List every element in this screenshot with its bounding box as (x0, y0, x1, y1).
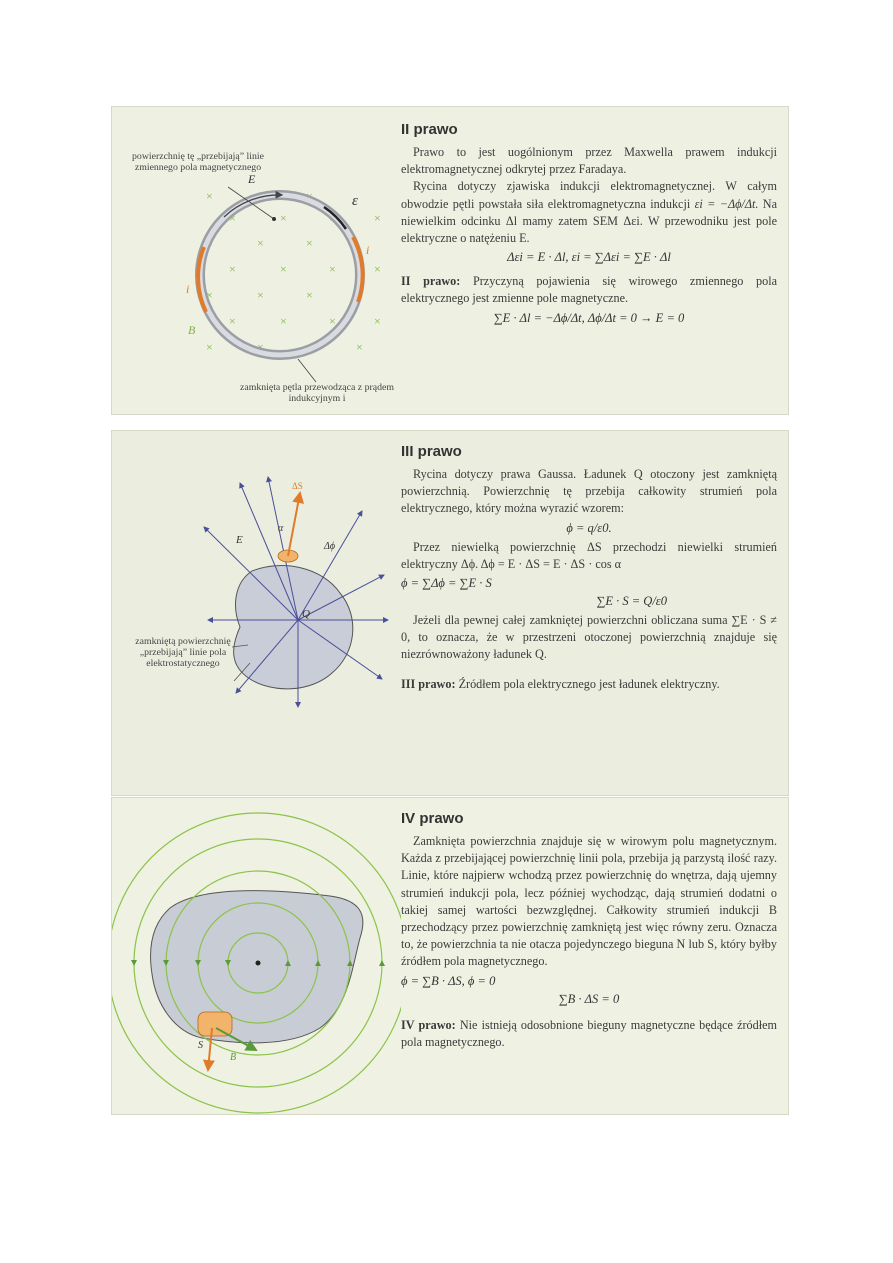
label-alpha: α (278, 523, 284, 534)
magnetic-figure (112, 798, 401, 1116)
cross-mark: × (374, 314, 381, 328)
cross-mark: × (206, 340, 213, 354)
heading: III prawo (401, 443, 462, 460)
cross-mark: × (374, 262, 381, 276)
cross-mark: × (280, 314, 287, 328)
cross-mark: × (257, 340, 264, 354)
equation: ∑B · ΔS = 0 (558, 991, 620, 1006)
text-column (401, 443, 777, 693)
cross-mark: × (306, 340, 313, 354)
paragraph: Prawo to jest uogólnionym przez Maxwella prawem indukcji elektromagnetycznej odkrytej przez Faradaya. (401, 145, 777, 177)
cross-mark: × (374, 211, 381, 225)
closed-surface (234, 566, 353, 689)
cross-mark: × (206, 189, 213, 203)
label-charge: Q (302, 608, 310, 620)
cross-mark: × (306, 189, 313, 203)
paragraph: Rycina dotyczy prawa Gaussa. Ładunek Q otoczony jest zamkniętą powierzchnią. Powierzchnię tę przebija całkowity strumień pola elektrycznego, który można wyrazić wzorem: (401, 467, 777, 516)
equation: ∑E · S = Q/ε0 (596, 594, 667, 609)
text-column (401, 121, 777, 329)
caption-bottom: zamknięta pętla przewodząca z prądem indukcyjnym i (240, 382, 394, 404)
equation: ϕ = ∑Δϕ = ∑E · S (401, 576, 492, 591)
panel-second-law (111, 106, 789, 415)
cross-mark: × (257, 236, 264, 250)
paragraph: Przez niewielką powierzchnię ΔS przechodzi niewielki strumień elektryczny Δϕ. Δϕ = E · ΔS = E · ΔS · cos α (401, 539, 777, 571)
equation: ϕ = ∑B · ΔS, ϕ = 0 (401, 973, 496, 988)
label-current-left: i (186, 282, 190, 296)
label-s: S (198, 1040, 203, 1051)
cross-mark: × (306, 288, 313, 302)
equation: ∑E · Δl = −Δϕ/Δt, Δϕ/Δt = 0 → E = 0 (493, 310, 685, 325)
inline-equation: εi = −Δϕ/Δt. (694, 196, 759, 211)
panel-fourth-law (111, 797, 789, 1115)
law-text: Nie istnieją odosobnione bieguny magnetyczne będące źródłem pola magnetycznego. (401, 1017, 778, 1049)
equation: ϕ = q/ε0. (566, 520, 612, 535)
label-ds: ΔS (292, 481, 303, 491)
cross-mark: × (206, 236, 213, 250)
cross-mark: × (206, 288, 213, 302)
panel-third-law (111, 430, 789, 796)
center-point (256, 961, 261, 966)
heading: IV prawo (401, 810, 464, 827)
law-label: III prawo: (401, 676, 456, 691)
equation: Δεi = E · Δl, εi = ∑Δεi = ∑E · Δl (507, 250, 671, 265)
paragraph (401, 178, 777, 247)
law-text: Przyczyną pojawienia się wirowego zmiennego pola elektrycznego jest zmienne pole magnetyczne. (401, 274, 778, 306)
label-dphi: Δϕ (324, 541, 336, 552)
label-b: B (188, 323, 196, 337)
cross-mark: × (329, 211, 336, 225)
label-e: E (236, 534, 243, 546)
text-column (401, 810, 777, 1051)
label-emf: ε (352, 193, 358, 209)
cross-mark: × (229, 262, 236, 276)
cross-mark: × (280, 211, 287, 225)
law-label: II prawo: (401, 274, 461, 289)
label-b: B (230, 1052, 237, 1063)
closed-surface (151, 891, 363, 1043)
ds-vector (288, 493, 300, 556)
cross-mark: × (229, 314, 236, 328)
cross-mark: × (257, 189, 264, 203)
surface-element (198, 1012, 232, 1036)
text: Rycina dotyczy zjawiska indukcji elektromagnetycznej. W całym obwodzie pętli powstała siła elektromagnetyczna indukcji (401, 179, 777, 211)
label-current-right: i (366, 243, 370, 257)
caption-top: powierzchnię tę „przebijają” linie zmiennego pola magnetycznego (132, 151, 264, 173)
heading: II prawo (401, 121, 458, 138)
text: Na niewielkim odcinku Δl mamy zatem SEM Δεi. W przewodniku jest pole elektryczne o natężeniu E. (401, 196, 778, 246)
paragraph: Zamknięta powierzchnia znajduje się w wirowym polu magnetycznym. Każda z przebijającej powierzchnię linii pola, przebija ją parzystą ilość razy. Linie, które najpierw wchodzą przez powierzchnię do wnętrza, dają ujemny strumień indukcji pola, lecz później wychodząc, dają strumień dodatni o takiej samej wartości bezwzględnej. Całkowity strumień indukcji B przechodzący przez powierzchnię zamkniętą jest więc równy zeru. Oznacza to, że powierzchnia ta nie otacza pojedynczego bieguna N lub S, który byłby źródłem pola magnetycznego. (401, 834, 777, 969)
cross-mark: × (329, 314, 336, 328)
law-statement (401, 676, 777, 693)
law-label: IV prawo: (401, 1017, 456, 1032)
paragraph: Jeżeli dla pewnej całej zamkniętej powierzchni obliczana suma ∑E · S ≠ 0, to oznacza, że w przestrzeni otoczonej powierzchnią znajduje się niezrównoważony ładunek Q. (401, 613, 777, 662)
label-e: E (248, 172, 256, 186)
law-statement (401, 273, 777, 307)
caption: zamkniętą powierzchnię „przebijają” linie pola elektrostatycznego (135, 636, 231, 669)
cross-mark: × (306, 236, 313, 250)
law-statement (401, 1017, 777, 1051)
cross-mark: × (229, 211, 236, 225)
cross-mark: × (257, 288, 264, 302)
cross-mark: × (329, 262, 336, 276)
cross-mark: × (356, 340, 363, 354)
gauss-figure (112, 431, 401, 797)
cross-mark: × (280, 262, 287, 276)
law-text: Źródłem pola elektrycznego jest ładunek elektryczny. (458, 676, 720, 691)
